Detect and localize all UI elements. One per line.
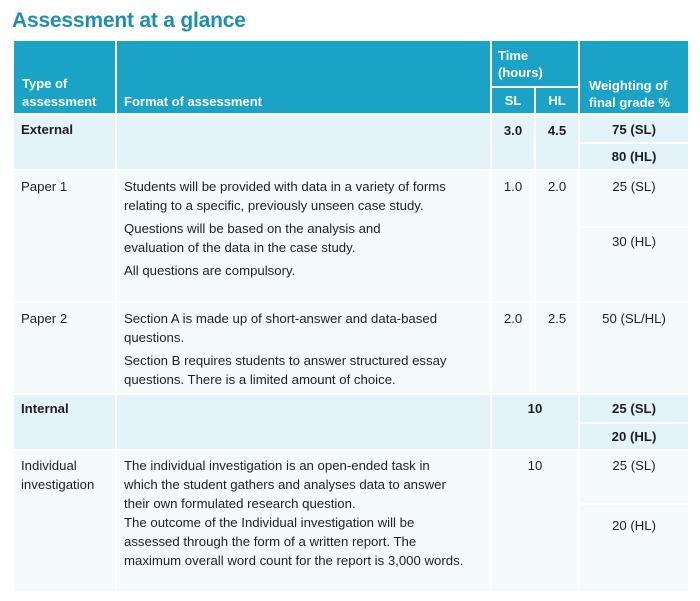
paper1-sl: 1.0 [503,179,523,194]
header-hl [536,88,578,113]
external-hl-cell [536,115,578,169]
internal-weight-hl-cell [580,424,688,449]
paper1-weight-sl-cell [580,171,688,226]
paper2-sl-cell [492,303,534,393]
header-sl [492,88,534,113]
paper2-format-p1: Section A is made up of short-answer and data-based questions. [124,311,438,345]
header-weighting-line2: final grade % [589,95,670,110]
internal-label: Internal [21,401,69,416]
header-time [492,41,578,86]
external-weight-hl-cell [580,144,688,169]
header-sl-label: SL [504,93,522,108]
individual-label-line2: investigation [21,477,95,492]
individual-time-cell [492,451,578,591]
paper1-label-cell [14,171,115,301]
paper1-label: Paper 1 [21,179,68,194]
paper1-sl-cell [492,171,534,301]
page-title: Assessment at a glance [12,9,246,32]
paper2-label-cell [14,303,115,393]
internal-weight-sl-cell [580,395,688,422]
paper2-format-cell [117,303,490,393]
internal-format-cell [117,395,490,449]
paper2-format-p2: Section B requires students to answer structured essay questions. There is a limited amount of choice. [124,353,447,387]
paper1-format-p1: Students will be provided with data in a variety of forms relating to a specific, previously unseen case study. [124,179,446,213]
individual-weight-sl: 25 (SL) [612,458,656,473]
paper2-hl: 2.5 [547,311,567,326]
external-weight-hl: 80 (HL) [611,149,657,164]
paper1-weight-sl: 25 (SL) [612,179,656,194]
external-hl: 4.5 [547,123,567,138]
individual-weight-sl-cell [580,451,688,503]
paper1-hl-cell [536,171,578,301]
internal-weight-sl: 25 (SL) [612,401,656,416]
paper1-format-p3: All questions are compulsory. [124,263,296,278]
header-type-line1: Type of [22,76,68,91]
individual-label-cell [14,451,115,591]
external-format-cell [117,115,490,169]
paper2-weight-cell [580,303,688,393]
external-sl-cell [492,115,534,169]
paper1-weight-hl-cell [580,228,688,301]
external-weight-sl: 75 (SL) [612,122,656,137]
individual-time: 10 [527,458,543,473]
paper2-label: Paper 2 [21,311,68,326]
individual-weight-hl-cell [580,505,688,591]
external-sl: 3.0 [503,123,523,138]
paper1-format-p2: Questions will be based on the analysis and evaluation of the data in the case study. [124,221,381,255]
paper1-format-cell [117,171,490,301]
individual-weight-hl: 20 (HL) [612,518,656,533]
individual-format-p2: The outcome of the Individual investigation will be assessed through the form of a written report. The maximum overall word count for the report is 3,000 words. [124,515,464,568]
internal-weight-hl: 20 (HL) [611,429,657,444]
paper2-weight: 50 (SL/HL) [602,311,666,326]
external-label-cell [14,115,115,169]
individual-format-p1: The individual investigation is an open-ended task in which the student gathers and analyses data to answer their own formulated research question. [124,458,446,511]
external-weight-sl-cell [580,115,688,142]
paper2-sl: 2.0 [503,311,523,326]
header-time-line1: Time [498,48,529,63]
header-type [14,41,115,113]
header-weighting [580,41,688,113]
internal-label-cell [14,395,115,449]
header-type-line2: assessment [22,94,97,109]
header-format [117,41,490,113]
header-time-line2: (hours) [498,65,543,80]
paper2-hl-cell [536,303,578,393]
individual-label-line1: Individual [21,458,77,473]
external-label: External [21,122,74,137]
paper1-hl: 2.0 [547,179,567,194]
individual-format-cell [117,451,490,591]
paper1-weight-hl: 30 (HL) [612,234,656,249]
internal-time: 10 [527,401,543,416]
header-format-label: Format of assessment [124,94,262,109]
header-weighting-line1: Weighting of [589,78,668,93]
internal-time-cell [492,395,578,449]
header-hl-label: HL [548,93,566,108]
